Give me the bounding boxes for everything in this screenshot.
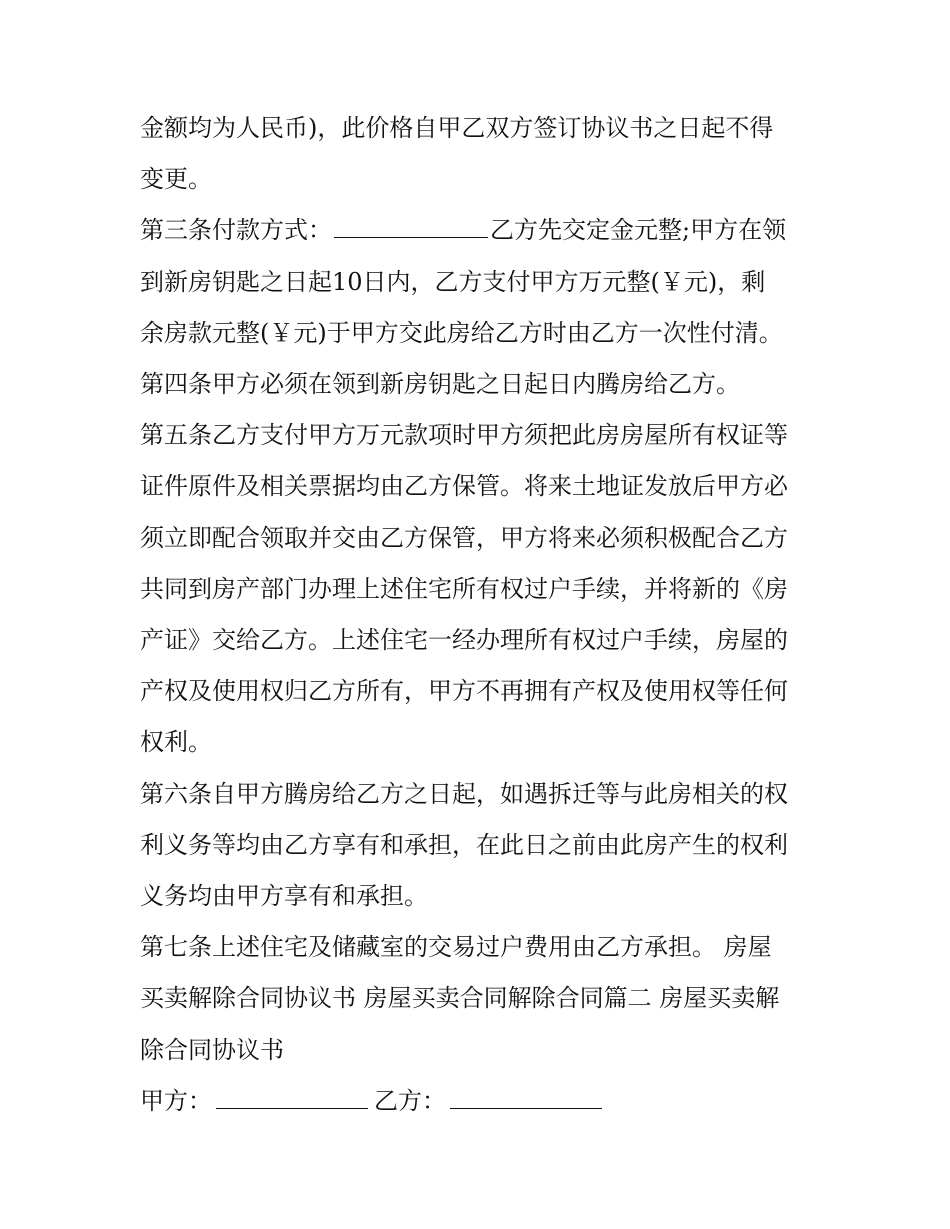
article-5-line-3: 须立即配合领取并交由乙方保管，甲方将来必须积极配合乙方 xyxy=(140,523,788,552)
article-5-line-2: 证件原件及相关票据均由乙方保管。将来土地证发放后甲方必 xyxy=(140,472,788,501)
article-5-line-6: 产权及使用权归乙方所有，甲方不再拥有产权及使用权等任何 xyxy=(140,677,788,706)
article-7-line-1: 第七条上述住宅及储藏室的交易过户费用由乙方承担。 房屋 xyxy=(140,933,772,962)
contract-text xyxy=(140,103,820,1127)
article-5-line-5: 产证》交给乙方。上述住宅一经办理所有权过户手续，房屋的 xyxy=(140,626,788,655)
article-3-line-2: 到新房钥匙之日起10日内，乙方支付甲方万元整(￥元)，剩 xyxy=(140,267,766,296)
signature-line xyxy=(140,1076,820,1127)
article-6-line-2: 利义务等均由乙方享有和承担，在此日之前由此房产生的权利 xyxy=(140,830,788,859)
article-6-line-1: 第六条自甲方腾房给乙方之日起，如遇拆迁等与此房相关的权 xyxy=(140,779,788,808)
article-7-line-3: 除合同协议书 xyxy=(140,1035,284,1064)
article-3-line-3: 余房款元整(￥元)于甲方交此房给乙方时由乙方一次性付清。 xyxy=(140,318,783,347)
article-3-prefix: 第三条付款方式： xyxy=(140,216,332,245)
article-4: 第四条甲方必须在领到新房钥匙之日起日内腾房给乙方。 xyxy=(140,370,740,399)
party-b-blank[interactable] xyxy=(450,1088,602,1109)
article-5-line-1: 第五条乙方支付甲方万元款项时甲方须把此房房屋所有权证等 xyxy=(140,421,788,450)
price-clause-line-2: 变更。 xyxy=(140,165,212,194)
article-5-line-4: 共同到房产部门办理上述住宅所有权过户手续，并将新的《房 xyxy=(140,574,788,603)
article-3-line-1 xyxy=(140,205,820,256)
payment-method-blank[interactable] xyxy=(334,217,488,238)
article-3-after-blank: 乙方先交定金元整;甲方在领 xyxy=(490,216,787,245)
party-a-blank[interactable] xyxy=(216,1088,368,1109)
article-6-line-3: 义务均由甲方享有和承担。 xyxy=(140,882,428,911)
article-7-line-2: 买卖解除合同协议书 房屋买卖合同解除合同篇二 房屋买卖解 xyxy=(140,984,780,1013)
article-5-line-7: 权利。 xyxy=(140,728,212,757)
price-clause-line-1: 金额均为人民币)，此价格自甲乙双方签订协议书之日起不得 xyxy=(140,114,774,142)
party-b-label: 乙方： xyxy=(374,1086,446,1115)
party-a-label: 甲方： xyxy=(140,1086,212,1115)
